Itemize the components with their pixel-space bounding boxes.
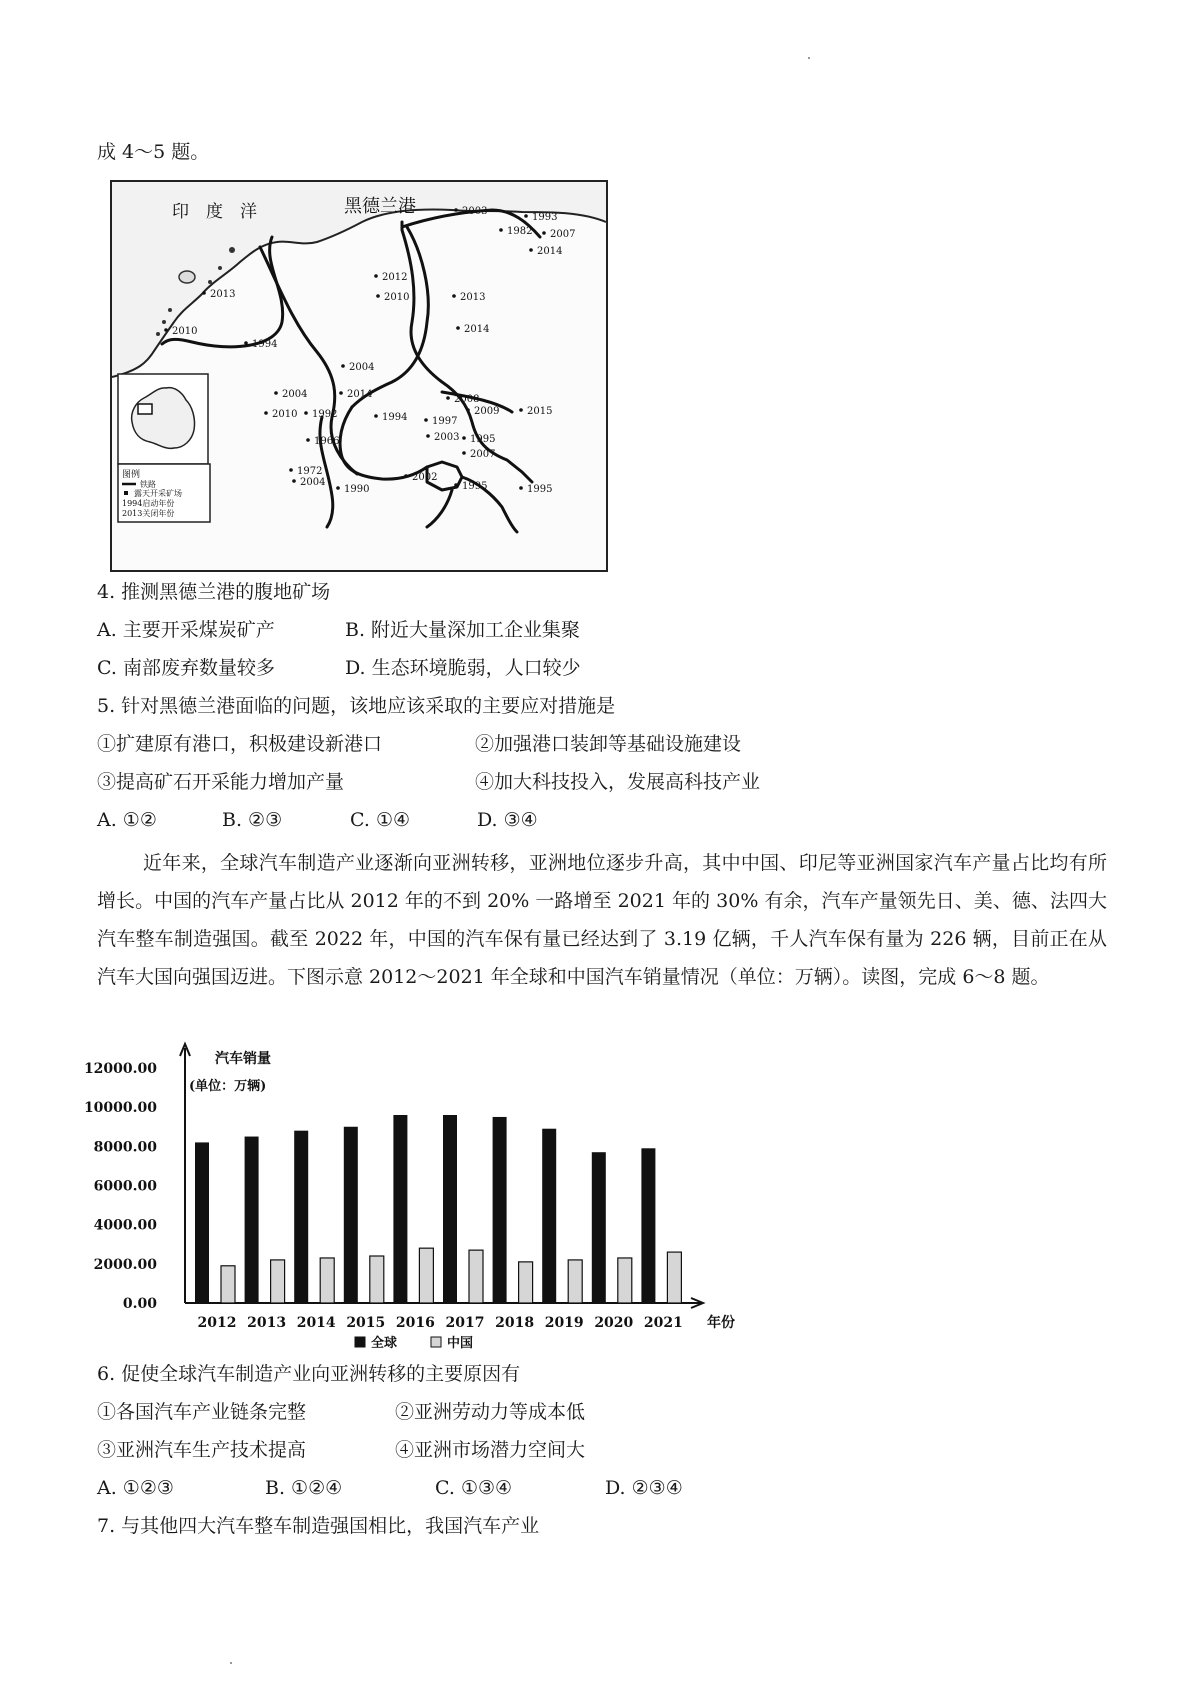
mine-marker: [376, 294, 380, 298]
x-tick-label: 2015: [346, 1315, 386, 1331]
q4-stem: 4. 推测黑德兰港的腹地矿场: [97, 581, 331, 603]
mine-year-label: 2012: [382, 272, 408, 283]
y-tick-label: 0.00: [122, 1296, 157, 1312]
q4-option-d[interactable]: D. 生态环境脆弱，人口较少: [345, 657, 581, 679]
bar-global: [542, 1129, 556, 1303]
bar-global: [245, 1137, 259, 1303]
q5-item-1: ①扩建原有港口，积极建设新港口: [97, 733, 383, 755]
q6-item-4: ④亚洲市场潜力空间大: [395, 1439, 586, 1461]
q6-item-2: ②亚洲劳动力等成本低: [395, 1401, 586, 1423]
mine-marker: [374, 274, 378, 278]
mine-marker: [244, 341, 248, 345]
q5-option-b[interactable]: B. ②③: [222, 809, 283, 831]
mine-year-label: 1994: [252, 339, 278, 350]
mine-year-label: 1966: [314, 436, 340, 447]
port-label: 黑德兰港: [344, 196, 416, 217]
mine-year-label: 1972: [297, 466, 323, 477]
q6-option-b[interactable]: B. ①②④: [265, 1477, 343, 1499]
mine-year-label: 2013: [210, 289, 236, 300]
mine-marker: [524, 214, 528, 218]
y-tick-label: 4000.00: [93, 1217, 157, 1234]
x-tick-label: 2021: [643, 1315, 683, 1331]
mine-year-label: 1993: [532, 212, 558, 223]
mine-year-label: 2014: [464, 324, 490, 335]
mine-marker: [446, 396, 450, 400]
mine-year-label: 1997: [432, 416, 458, 427]
mine-year-label: 2003: [462, 206, 488, 217]
mine-marker: [304, 411, 308, 415]
legend-close: 2013关闭年份: [122, 509, 175, 518]
legend-label: 中国: [447, 1336, 474, 1351]
mine-marker: [164, 328, 168, 332]
mine-year-label: 2008: [454, 394, 480, 405]
mine-year-label: 2009: [474, 406, 500, 417]
mine-marker: [404, 474, 408, 478]
mine-year-label: 2014: [347, 389, 373, 400]
mine-marker: [456, 326, 460, 330]
mine-year-label: 2010: [272, 409, 298, 420]
mine-marker: [519, 408, 523, 412]
bar-china: [271, 1260, 285, 1303]
q5-option-a[interactable]: A. ①②: [97, 809, 157, 831]
q6-item-1: ①各国汽车产业链条完整: [97, 1401, 307, 1423]
legend-label: 全球: [371, 1336, 398, 1351]
bar-china: [667, 1252, 681, 1303]
bar-global: [344, 1127, 358, 1303]
x-tick-label: 2013: [247, 1315, 287, 1331]
y-tick-label: 10000.00: [83, 1100, 157, 1117]
chart-title: 汽车销量: [215, 1051, 271, 1067]
bar-china: [568, 1260, 582, 1303]
y-tick-label: 8000.00: [93, 1139, 157, 1156]
mine-railway-map: [110, 180, 608, 572]
bar-china: [221, 1266, 235, 1303]
mine-marker: [424, 418, 428, 422]
legend-mine: 露天开采矿场: [134, 489, 182, 498]
mine-marker: [542, 231, 546, 235]
mine-year-label: 1995: [470, 434, 496, 445]
q4-option-b[interactable]: B. 附近大量深加工企业集聚: [345, 619, 581, 641]
mine-marker: [454, 208, 458, 212]
legend-mine-marker: [124, 491, 128, 495]
passage-paragraph: 近年来，全球汽车制造产业逐渐向亚洲转移，亚洲地位逐步升高，其中中国、印尼等亚洲国家汽车产量占比均有所增长。中国的汽车产量占比从 2012 年的不到 20% 一路增至 2021 年的 30% 有余，汽车产量领先日、美、德、法四大汽车整车制造强国。截至 2022 年，中国的汽车保有量已经达到了 3.19 亿辆，千人汽车保有量为 226 辆，目前正在从汽车大国向强国迈进。下图示意 2012～2021 年全球和中国汽车销量情况（单位：万辆）。读图，完成 6～8 题。: [97, 852, 1107, 988]
bar-global: [493, 1117, 507, 1303]
mine-year-label: 2010: [172, 326, 198, 337]
q6-option-c[interactable]: C. ①③④: [435, 1477, 513, 1499]
scan-speck: [230, 1662, 232, 1664]
mine-year-label: 2002: [412, 472, 438, 483]
mine-year-label: 1990: [344, 484, 370, 495]
mine-year-label: 1995: [527, 484, 553, 495]
legend-railway: 铁路: [140, 480, 156, 489]
mine-marker: [462, 436, 466, 440]
mine-year-label: 2007: [470, 449, 496, 460]
mine-marker: [339, 391, 343, 395]
x-tick-label: 2020: [594, 1315, 634, 1331]
mine-marker: [292, 479, 296, 483]
q6-option-a[interactable]: A. ①②③: [97, 1477, 174, 1499]
legend-swatch: [355, 1337, 365, 1347]
bar-global: [641, 1148, 655, 1303]
mine-marker: [202, 291, 206, 295]
q6-stem: 6. 促使全球汽车制造产业向亚洲转移的主要原因有: [97, 1363, 521, 1385]
x-tick-label: 2017: [445, 1315, 485, 1331]
chart-unit: (单位：万辆): [189, 1079, 267, 1094]
bar-china: [370, 1256, 384, 1303]
mine-marker: [452, 294, 456, 298]
bar-china: [618, 1258, 632, 1303]
mine-marker: [529, 248, 533, 252]
q4-option-a[interactable]: A. 主要开采煤炭矿产: [97, 619, 275, 641]
mine-year-label: 2010: [384, 292, 410, 303]
mine-year-label: 1982: [507, 226, 533, 237]
mine-year-label: 2004: [349, 362, 375, 373]
sea-label: 印 度 洋: [172, 202, 257, 222]
mine-marker: [264, 411, 268, 415]
mine-year-label: 2003: [434, 432, 460, 443]
mine-marker: [306, 438, 310, 442]
q6-option-d[interactable]: D. ②③④: [605, 1477, 683, 1499]
q5-item-4: ④加大科技投入，发展高科技产业: [475, 771, 761, 793]
mine-marker: [462, 451, 466, 455]
mine-year-label: 2014: [537, 246, 563, 257]
mine-marker: [519, 486, 523, 490]
q6-item-3: ③亚洲汽车生产技术提高: [97, 1439, 307, 1461]
mine-year-label: 2004: [282, 389, 308, 400]
mine-marker: [426, 434, 430, 438]
q5-stem: 5. 针对黑德兰港面临的问题，该地应该采取的主要应对措施是: [97, 695, 616, 717]
legend-swatch: [431, 1337, 441, 1347]
bar-china: [320, 1258, 334, 1303]
mine-marker: [466, 408, 470, 412]
mine-marker: [336, 486, 340, 490]
bar-global: [393, 1115, 407, 1303]
mine-year-label: 2007: [550, 229, 576, 240]
mine-marker: [274, 391, 278, 395]
mine-year-label: 2015: [527, 406, 553, 417]
bar-global: [443, 1115, 457, 1303]
car-sales-bar-chart: [83, 1035, 757, 1355]
q7-stem: 7. 与其他四大汽车整车制造强国相比，我国汽车产业: [97, 1515, 540, 1537]
y-tick-label: 12000.00: [83, 1061, 157, 1077]
scan-speck: [808, 57, 810, 59]
q5-item-3: ③提高矿石开采能力增加产量: [97, 771, 345, 793]
q5-item-2: ②加强港口装卸等基础设施建设: [475, 733, 742, 755]
y-tick-label: 6000.00: [93, 1178, 157, 1195]
mine-marker: [289, 468, 293, 472]
bar-china: [419, 1248, 433, 1303]
x-tick-label: 2012: [197, 1315, 237, 1331]
mine-marker: [499, 228, 503, 232]
mine-year-label: 1994: [382, 412, 408, 423]
bar-global: [195, 1142, 209, 1303]
mine-year-label: 1992: [312, 409, 338, 420]
mine-year-label: 2004: [300, 477, 326, 488]
bar-global: [592, 1152, 606, 1303]
mine-marker: [341, 364, 345, 368]
x-axis-label: 年份: [707, 1315, 735, 1331]
bar-china: [519, 1262, 533, 1303]
x-tick-label: 2014: [296, 1315, 336, 1331]
mine-marker: [454, 483, 458, 487]
x-tick-label: 2016: [395, 1315, 435, 1331]
legend-title: 图例: [122, 470, 141, 480]
intro-line: 成 4～5 题。: [97, 141, 210, 163]
legend-start: 1994启动年份: [122, 499, 175, 508]
q5-option-c[interactable]: C. ①④: [350, 809, 411, 831]
x-tick-label: 2019: [544, 1315, 584, 1331]
x-tick-label: 2018: [495, 1315, 535, 1331]
map-drawing: [112, 182, 606, 570]
mine-year-label: 1995: [462, 481, 488, 492]
bar-china: [469, 1250, 483, 1303]
y-tick-label: 2000.00: [93, 1256, 157, 1273]
mine-marker: [374, 414, 378, 418]
q5-option-d[interactable]: D. ③④: [477, 809, 538, 831]
bar-global: [294, 1131, 308, 1303]
q4-option-c[interactable]: C. 南部废弃数量较多: [97, 657, 275, 679]
mine-year-label: 2013: [460, 292, 486, 303]
